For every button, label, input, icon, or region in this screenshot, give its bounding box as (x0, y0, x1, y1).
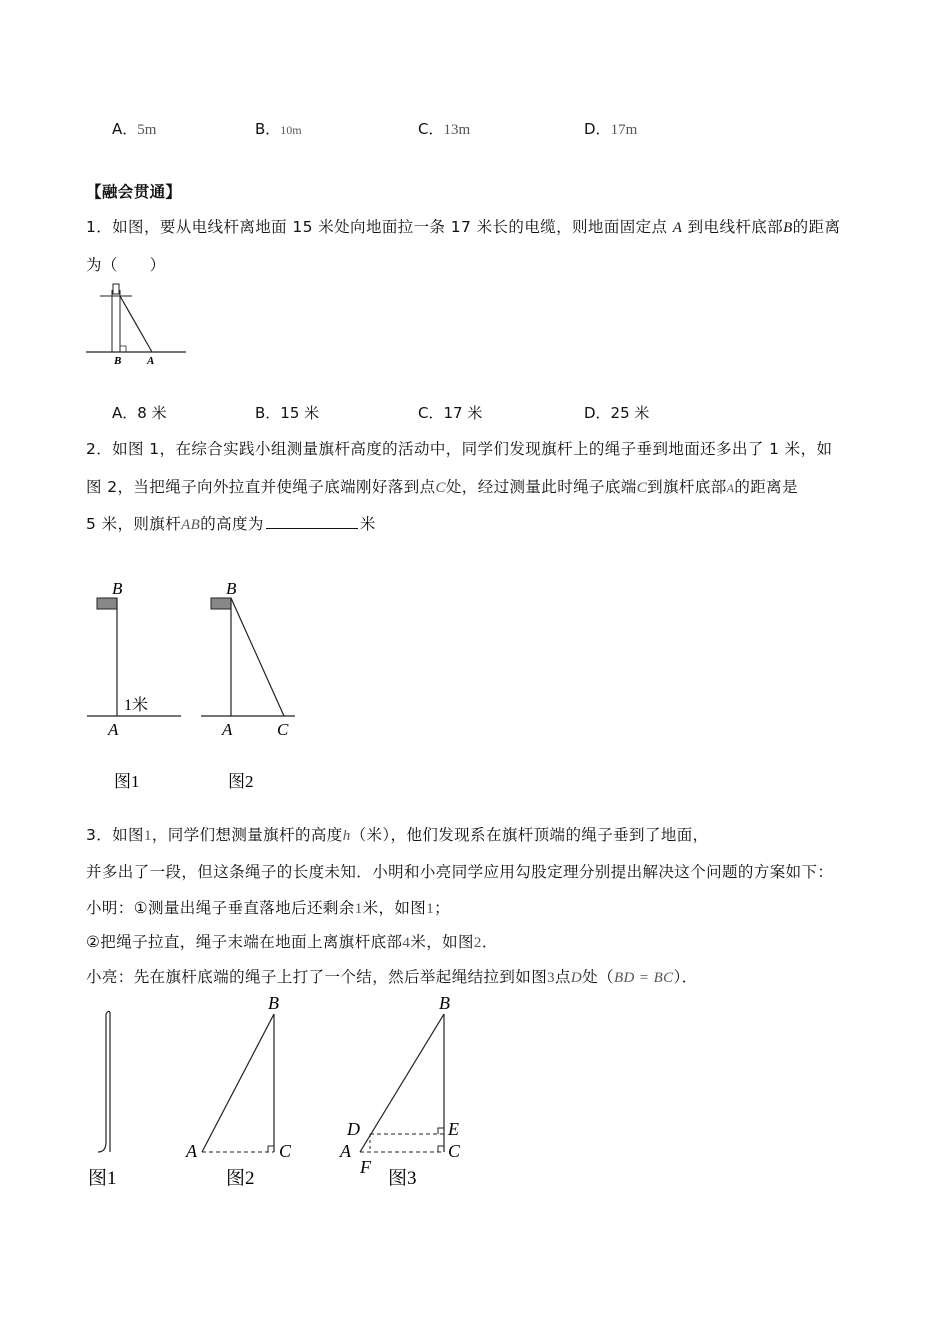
q2-text-line3 (86, 512, 376, 534)
option-label: A． (112, 120, 138, 138)
text: 5 米，则旗杆 (86, 515, 182, 533)
q1-text-line1 (86, 215, 840, 237)
q3-fig2-label-c: C (279, 1141, 292, 1161)
q3-text-line5 (86, 965, 698, 987)
q3-fig3-label-b: B (439, 993, 450, 1013)
text: 图 2，当把绳子向外拉直并使绳子底端刚好落到点 (86, 478, 436, 496)
text: ）． (673, 968, 698, 986)
q3-fig3-label-c: C (448, 1141, 461, 1161)
q3-fig2-caption: 图2 (226, 1168, 255, 1189)
option-label: C． (418, 120, 444, 138)
q1-text-line2: 为（ ） (86, 256, 166, 274)
q3-fig2-label-a: A (186, 1141, 197, 1161)
text: 小明：①测量出绳子垂直落地后还剩余 (86, 899, 355, 917)
q2-text-line1: 2．如图 1，在综合实践小组测量旗杆高度的活动中，同学们发现旗杆上的绳子垂到地面还多出了 1 米，如 (86, 440, 833, 458)
q3-text-line4 (86, 930, 498, 952)
option-label: D． (584, 120, 611, 138)
text: 1．如图，要从电线杆离地面 15 米处向地面拉一条 17 米长的电缆，则地面固定点 (86, 218, 668, 236)
option-value: 10m (280, 123, 302, 137)
q2-figures (84, 575, 314, 795)
text: ②把绳子拉直，绳子末端在地面上离旗杆底部 (86, 933, 403, 951)
q1-option-c[interactable]: C．17 米 (418, 404, 483, 422)
text: （米），他们发现系在旗杆顶端的绳子垂到了地面， (350, 826, 709, 844)
q3-text-line1 (86, 823, 709, 845)
q1-option-a[interactable]: A．8 米 (112, 404, 167, 422)
var-a: A (726, 481, 735, 495)
prev-option-d (584, 118, 637, 139)
q1-fig-label-a: A (147, 355, 155, 367)
text: 小亮：先在旗杆底端的绳子上打了一个结，然后举起绳结拉到如图 (86, 968, 548, 986)
q3-text-line2: 并多出了一段，但这条绳子的长度未知．小明和小亮同学应用勾股定理分别提出解决这个问题的方案如下： (86, 863, 834, 881)
option-value: 17m (610, 122, 638, 138)
q2-text-line2 (86, 475, 798, 497)
text: 的高度为 (200, 515, 264, 533)
var-d: D (570, 970, 583, 986)
q1-option-d[interactable]: D．25 米 (584, 404, 650, 422)
q2-fig2-label-b: B (226, 579, 237, 598)
text: 米，如图 (410, 933, 474, 951)
text: 的距离 (792, 218, 841, 236)
var-a: A (672, 220, 683, 236)
q3-fig3-label-d: D (347, 1119, 360, 1139)
q3-fig3-label-a: A (340, 1141, 351, 1161)
q3-fig2-label-b: B (268, 993, 279, 1013)
q2-fig2-label-c: C (277, 720, 289, 739)
equation: BD = BC (613, 970, 674, 986)
text: 点 (555, 968, 571, 986)
var-c: C (435, 480, 446, 496)
prev-option-b (255, 118, 302, 139)
option-value: 5m (137, 122, 157, 138)
text: 米 (359, 515, 376, 533)
q3-figures (84, 992, 484, 1192)
q2-fig1-label-a: A (108, 720, 119, 739)
var-ab: AB (181, 517, 201, 533)
q1-option-b[interactable]: B．15 米 (255, 404, 320, 422)
q3-fig1-caption: 图1 (88, 1168, 117, 1189)
q2-fig1-caption: 图1 (114, 772, 140, 791)
text: 处，经过测量此时绳子底端 (445, 478, 637, 496)
q3-text-line3 (86, 896, 450, 918)
text: 3．如图 (86, 826, 144, 844)
prev-option-a (112, 118, 156, 139)
text: 到旗杆底部 (647, 478, 727, 496)
q2-fig1-label-b: B (112, 579, 123, 598)
number: 1 (426, 901, 435, 917)
text: 处（ (582, 968, 614, 986)
option-value: 13m (443, 122, 471, 138)
q1-figure (86, 282, 196, 372)
text: ，同学们想测量旗杆的高度 (151, 826, 343, 844)
q1-fig-label-b: B (114, 355, 122, 367)
answer-blank[interactable] (266, 514, 358, 529)
text: 的距离是 (734, 478, 798, 496)
q3-fig3-label-e: E (448, 1119, 459, 1139)
number: 1 (143, 828, 152, 844)
text: 到电线杆底部 (687, 218, 784, 236)
q2-fig2-label-a: A (222, 720, 233, 739)
text: ． (481, 933, 498, 951)
number: 3 (547, 970, 556, 986)
q3-fig3-label-f: F (360, 1157, 371, 1177)
number: 4 (402, 935, 411, 951)
text: 米，如图 (362, 899, 427, 917)
var-h: h (342, 828, 351, 844)
var-c: C (636, 480, 648, 496)
q2-fig1-note: 1米 (124, 697, 149, 714)
section-title: 【融会贯通】 (86, 183, 182, 201)
var-b: B (783, 220, 793, 236)
q2-fig2-caption: 图2 (228, 772, 254, 791)
number: 1 (354, 901, 363, 917)
option-label: B． (255, 120, 281, 138)
q3-fig3-caption: 图3 (388, 1168, 417, 1189)
prev-option-c (418, 118, 470, 139)
number: 2 (473, 935, 482, 951)
text: ； (434, 899, 451, 917)
